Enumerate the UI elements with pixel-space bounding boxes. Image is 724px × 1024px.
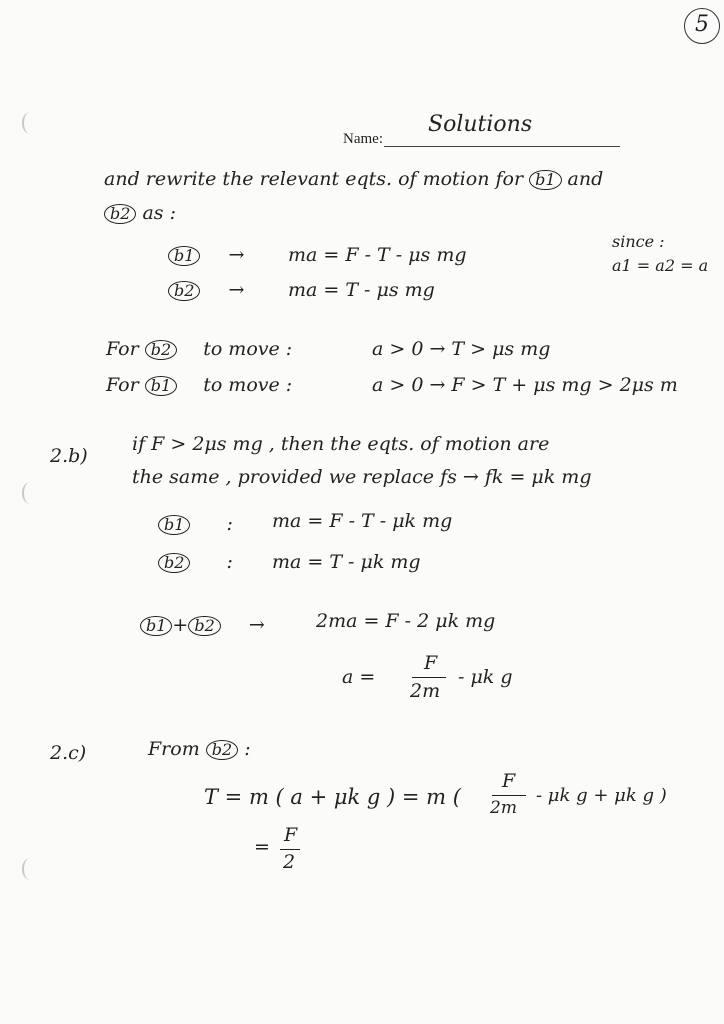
- eq-b2-row: b2 →: [168, 279, 244, 301]
- page-number: 5: [684, 8, 720, 44]
- name-label: Name:: [343, 131, 383, 147]
- part-2c-t-frac-num: F: [502, 770, 516, 792]
- condition-b2-inequality: a > 0 → T > μs mg: [372, 338, 551, 360]
- block-b2-circle: b2: [104, 204, 136, 224]
- part-2b-b2-equation: ma = T - μk mg: [272, 551, 421, 573]
- part-2b-a-numerator: F: [424, 652, 438, 674]
- part-2c-final-eq: =: [254, 836, 270, 858]
- part-2b-b1-circle: b1: [158, 515, 190, 535]
- punch-hole-bottom: [22, 858, 38, 880]
- part-2b-b2-row: b2 :: [158, 551, 233, 573]
- part-2b-sum-b2-circle: b2: [188, 616, 220, 636]
- part-2b-b1-row: b1 :: [158, 513, 233, 535]
- part-2c-t-frac-bar: [492, 795, 526, 796]
- part-2c-t-frac-den: 2m: [490, 798, 517, 818]
- since-label: since :: [612, 232, 665, 251]
- part-2b-sum-row: b1 + b2 →: [140, 614, 265, 636]
- block-b1-circle: b1: [529, 170, 561, 190]
- intro-line: and rewrite the relevant eqts. of motion for b1 and: [104, 168, 604, 190]
- eq-b1-circle: b1: [168, 246, 200, 266]
- part-2b-label: 2.b): [50, 445, 88, 467]
- part-2b-b2-circle: b2: [158, 553, 190, 573]
- name-value: Solutions: [428, 112, 533, 137]
- part-2b-a-rest: - μk g: [458, 666, 513, 688]
- part-2b-a-denominator: 2m: [410, 680, 441, 702]
- since-equation: a1 = a2 = a: [612, 256, 709, 275]
- part-2c-final-den: 2: [283, 851, 296, 873]
- punch-hole-middle: [22, 482, 38, 504]
- eq-b1-row: b1 →: [168, 244, 244, 266]
- part-2b-line2: the same , provided we replace fs → fk = μk mg: [132, 466, 592, 488]
- eq-b1-equation: ma = F - T - μs mg: [288, 244, 467, 266]
- part-2b-sum-b1-circle: b1: [140, 616, 172, 636]
- part-2c-t-eq-rest: - μk g + μk g ): [536, 785, 667, 806]
- part-2c-t-equation: T = m ( a + μk g ) = m (: [204, 785, 461, 809]
- part-2c-b2-circle: b2: [206, 740, 238, 760]
- condition-b2: For b2 to move :: [106, 338, 293, 360]
- part-2b-a-lhs: a =: [342, 666, 376, 688]
- condition-b2-circle: b2: [145, 340, 177, 360]
- part-2c-final-frac-bar: [280, 849, 300, 850]
- part-2b-line1: if F > 2μs mg , then the eqts. of motion are: [132, 433, 550, 455]
- part-2c-label: 2.c): [50, 742, 87, 764]
- name-underline: [384, 146, 620, 147]
- eq-b2-equation: ma = T - μs mg: [288, 279, 435, 301]
- punch-hole-top: [22, 112, 38, 134]
- intro-line-2: b2 as :: [104, 202, 176, 224]
- condition-b1-circle: b1: [145, 376, 177, 396]
- condition-b1-inequality: a > 0 → F > T + μs mg > 2μs m: [372, 374, 678, 396]
- condition-b1: For b1 to move :: [106, 374, 293, 396]
- part-2b-b1-equation: ma = F - T - μk mg: [272, 510, 453, 532]
- eq-b2-circle: b2: [168, 281, 200, 301]
- part-2b-sum-equation: 2ma = F - 2 μk mg: [316, 610, 496, 632]
- part-2c-from-row: From b2 :: [148, 738, 251, 760]
- part-2b-fraction-bar: [412, 677, 446, 678]
- part-2c-final-num: F: [284, 824, 298, 846]
